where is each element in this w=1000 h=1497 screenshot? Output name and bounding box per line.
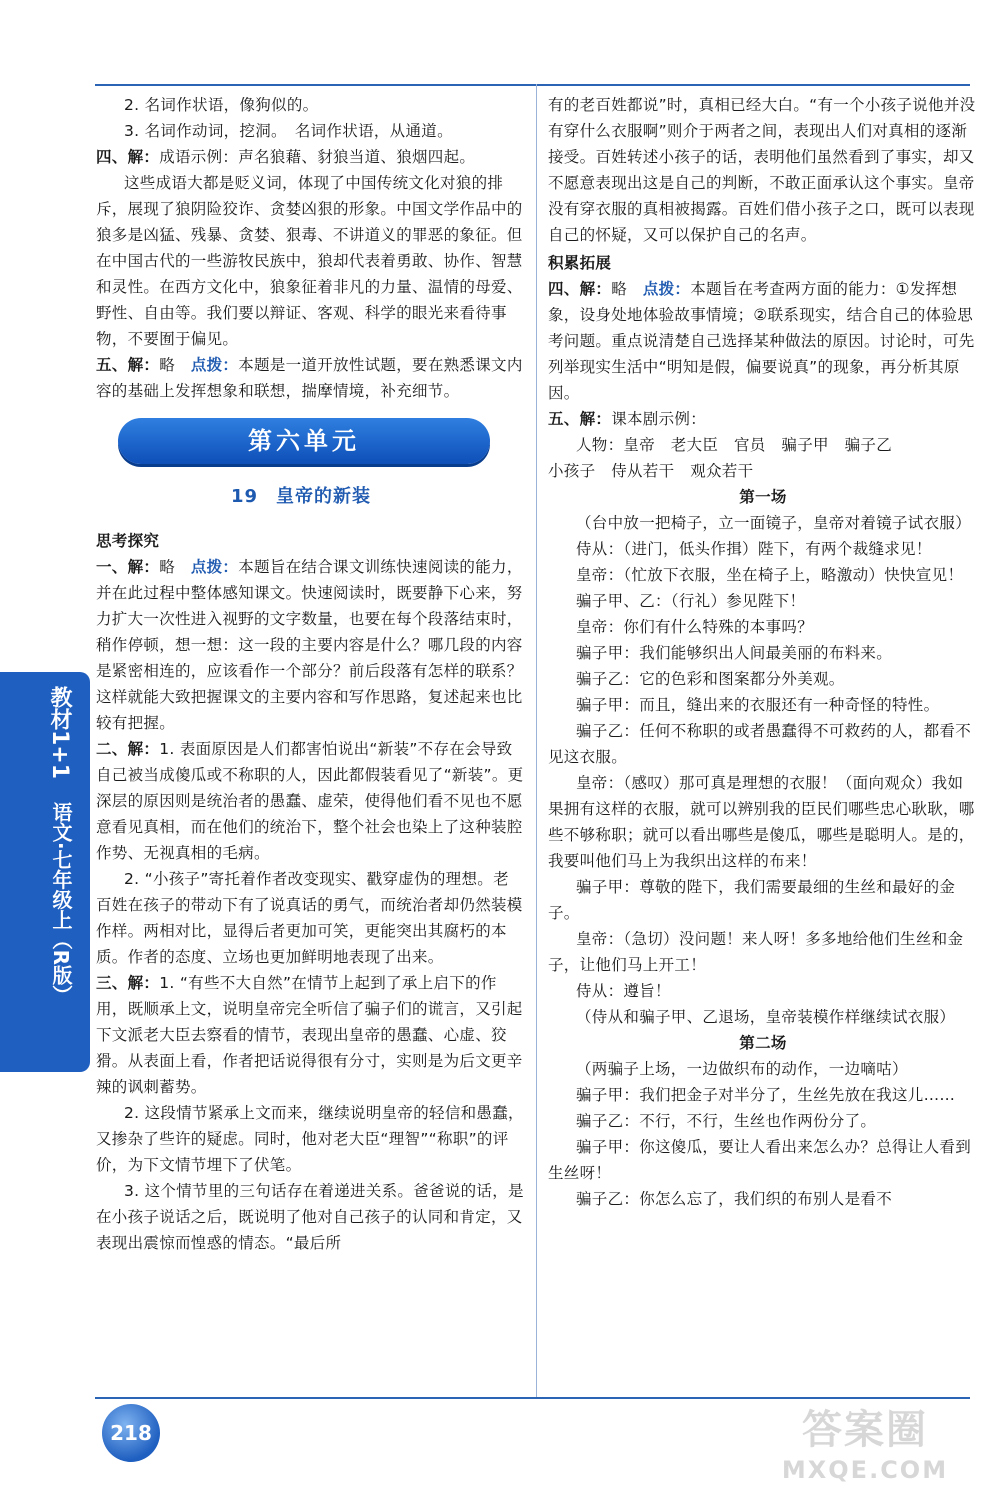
watermark-line: 答案圈 xyxy=(802,1407,928,1453)
watermark xyxy=(750,1405,980,1490)
scene-heading: 第二场 xyxy=(739,1033,787,1052)
dialogue-line: 骗子甲、乙：（行礼）参见陛下！ xyxy=(576,592,806,610)
question-label: 五、解： xyxy=(548,410,612,428)
tip-text: 本题旨在结合课文训练快速阅读的能力，并在此过程中整体感知课文。快速阅读时，既要静下心来，努力扩大一次性进入视野的文字数量，也要在每个段落结束时，稍作停顿，想一想：这一段的主要内容是什么？哪几段的内容是紧密相连的，应该看作一个部分？前后段落有怎样的联系？这样就能大致把握课文的主要内容和写作思路，复述起来也比较有把握。 xyxy=(96,558,523,732)
dialogue-line: 骗子乙：不行，不行，生丝也作两份分了。 xyxy=(576,1112,877,1130)
omitted-mark: 略 xyxy=(159,558,176,576)
question-label: 四、解： xyxy=(96,148,160,166)
scene-heading: 第一场 xyxy=(739,487,787,506)
answer-q2 xyxy=(96,736,524,866)
answer-item: 3. 名词作动词，挖洞。 名词作状语，从通道。 xyxy=(124,122,453,140)
dialogue-line: 骗子甲：而且，缝出来的衣服还有一种奇怪的特性。 xyxy=(576,696,940,714)
question-label: 二、解： xyxy=(96,740,160,758)
column-divider xyxy=(536,84,537,1397)
answer-paragraph: 2. 这段情节紧承上文而来，继续说明皇帝的轻信和愚蠢，又掺杂了些许的疑虑。同时，他对老大臣“理智”“称职”的评价，为下文情节埋下了伏笔。 xyxy=(96,1104,524,1174)
question-label: 三、解： xyxy=(96,974,160,992)
answer-q4 xyxy=(548,276,978,406)
right-column xyxy=(548,92,978,1212)
answer-q4 xyxy=(96,144,524,170)
stage-direction: （侍从和骗子甲、乙退场，皇帝装模作样继续试衣服） xyxy=(576,1008,956,1026)
tip-text: 本题是一道开放性试题，要在熟悉课文内容的基础上发挥想象和联想，揣摩情境，补充细节。 xyxy=(96,356,523,400)
dialogue-line: 骗子乙：你怎么忘了，我们织的布别人是看不 xyxy=(576,1190,893,1208)
answer-text: 课本剧示例： xyxy=(611,410,707,428)
answer-paragraph: 3. 这个情节里的三句话存在着递进关系。爸爸说的话，是在小孩子说话之后，既说明了他对自己孩子的认同和肯定，又表现出震惊而惶惑的情态。“最后所 xyxy=(96,1182,524,1252)
answer-text: 1. 表面原因是人们都害怕说出“新装”不存在会导致自己被当成傻瓜或不称职的人，因此都假装看见了“新装”。更深层的原因则是统治者的愚蠢、虚荣，使得他们看不见也不愿意看见真相，而在他们的统治下，整个社会也染上了这种装腔作势、无视真相的毛病。 xyxy=(96,740,524,862)
tip-label: 点拨： xyxy=(190,356,239,374)
dialogue-line: 皇帝：你们有什么特殊的本事吗？ xyxy=(576,618,814,636)
answer-text: 1. “有些不大自然”在情节上起到了承上启下的作用，既顺承上文，说明皇帝完全听信了骗子们的谎言，又引起下文派老大臣去察看的情节，表现出皇帝的愚蠢、心虚、狡猾。从表面上看，作者把话说得很有分寸，实则是为后文更辛辣的讽刺蓄势。 xyxy=(96,974,523,1096)
dialogue-line: 骗子甲：我们把金子对半分了，生丝先放在我这儿…… xyxy=(576,1086,956,1104)
answer-q3 xyxy=(96,970,524,1100)
book-side-tab xyxy=(0,672,90,1072)
stage-direction: （两骗子上场，一边做织布的动作，一边嘀咕） xyxy=(576,1060,908,1078)
answer-q5 xyxy=(96,352,524,404)
dialogue-line: 侍从：遵旨！ xyxy=(576,982,671,1000)
cast-line: 人物：皇帝 老大臣 官员 骗子甲 骗子乙 xyxy=(576,436,893,454)
bottom-rule xyxy=(95,1397,970,1399)
section-heading: 积累拓展 xyxy=(548,254,612,272)
unit-banner: 第六单元 xyxy=(118,418,490,464)
cast-line: 小孩子 侍从若干 观众若干 xyxy=(548,462,754,480)
page-number: 218 xyxy=(102,1404,160,1462)
dialogue-line: 骗子乙：任何不称职的或者愚蠢得不可救药的人，都看不见这衣服。 xyxy=(548,722,972,766)
book-subject: 语文·七年级上（R版） xyxy=(49,802,73,1005)
dialogue-line: 骗子乙：它的色彩和图案都分外美观。 xyxy=(576,670,845,688)
question-label: 四、解： xyxy=(548,280,612,298)
lesson-name: 皇帝的新装 xyxy=(276,486,372,507)
dialogue-line: 皇帝：（感叹）那可真是理想的衣服！（面向观众）我如果拥有这样的衣服，就可以辨别我的臣民们哪些忠心耿耿，哪些不够称职；就可以看出哪些是傻瓜，哪些是聪明人。是的，我要叫他们马上为我织出这样的布来！ xyxy=(548,774,975,870)
tip-text: 本题旨在考查两方面的能力：①发挥想象，设身处地体验故事情境；②联系现实，结合自己的体验思考问题。重点说清楚自己选择某种做法的原因。讨论时，可先列举现实生活中“明知是假，偏要说真”的现象，再分析其原因。 xyxy=(548,280,975,402)
tip-label: 点拨： xyxy=(642,280,691,298)
section-heading: 思考探究 xyxy=(96,532,160,550)
dialogue-line: 骗子甲：我们能够织出人间最美丽的布料来。 xyxy=(576,644,893,662)
top-rule xyxy=(95,84,970,86)
answer-q5 xyxy=(548,406,978,432)
lesson-title xyxy=(96,484,524,510)
question-label: 五、解： xyxy=(96,356,160,374)
dialogue-line: 皇帝：（忙放下衣服，坐在椅子上，略激动）快快宣见！ xyxy=(576,566,964,584)
dialogue-line: 骗子甲：尊敬的陛下，我们需要最细的生丝和最好的金子。 xyxy=(548,878,956,922)
dialogue-line: 骗子甲：你这傻瓜，要让人看出来怎么办？总得让人看到生丝呀！ xyxy=(548,1138,972,1182)
answer-item: 2. 名词作状语，像狗似的。 xyxy=(124,96,319,114)
answer-paragraph: 有的老百姓都说”时，真相已经大白。“有一个小孩子说他并没有穿什么衣服啊”则介于两者之间，表现出人们对真相的逐渐接受。百姓转述小孩子的话，表明他们虽然看到了事实，却又不愿意表现出这是自己的判断，不敢正面承认这个事实。皇帝没有穿衣服的真相被揭露。百姓们借小孩子之口，既可以表现自己的怀疑，又可以保护自己的名声。 xyxy=(548,96,976,244)
answer-paragraph: 2. “小孩子”寄托着作者改变现实、戳穿虚伪的理想。老百姓在孩子的带动下有了说真话的勇气，而统治者却仍然装模作样。两相对比，显得后者更加可笑，更能突出其腐朽的本质。作者的态度、立场也更加鲜明地表现了出来。 xyxy=(96,870,523,966)
watermark-line: MXQE.COM xyxy=(781,1456,949,1484)
lesson-number: 19 xyxy=(230,486,259,507)
omitted-mark: 略 xyxy=(159,356,176,374)
series-name: 教材1+1 xyxy=(47,686,72,780)
tip-label: 点拨： xyxy=(190,558,239,576)
answer-q1 xyxy=(96,554,524,736)
dialogue-line: 皇帝：（急切）没问题！来人呀！多多地给他们生丝和金子，让他们马上开工！ xyxy=(548,930,964,974)
question-label: 一、解： xyxy=(96,558,160,576)
dialogue-line: 侍从：（进门，低头作揖）陛下，有两个裁缝求见！ xyxy=(576,540,932,558)
omitted-mark: 略 xyxy=(611,280,628,298)
answer-text: 成语示例：声名狼藉、豺狼当道、狼烟四起。 xyxy=(159,148,476,166)
left-column xyxy=(96,92,524,1256)
stage-direction: （台中放一把椅子，立一面镜子，皇帝对着镜子试衣服） xyxy=(576,514,972,532)
answer-paragraph: 这些成语大都是贬义词，体现了中国传统文化对狼的排斥，展现了狼阴险狡诈、贪婪凶狠的形象。中国文学作品中的狼多是凶猛、残暴、贪婪、狠毒、不讲道义的罪恶的象征。但在中国古代的一些游牧民族中，狼却代表着勇敢、协作、智慧和灵性。在西方文化中，狼象征着非凡的力量、温情的母爱、野性、自由等。我们要以辩证、客观、科学的眼光来看待事物，不要囿于偏见。 xyxy=(96,174,523,348)
